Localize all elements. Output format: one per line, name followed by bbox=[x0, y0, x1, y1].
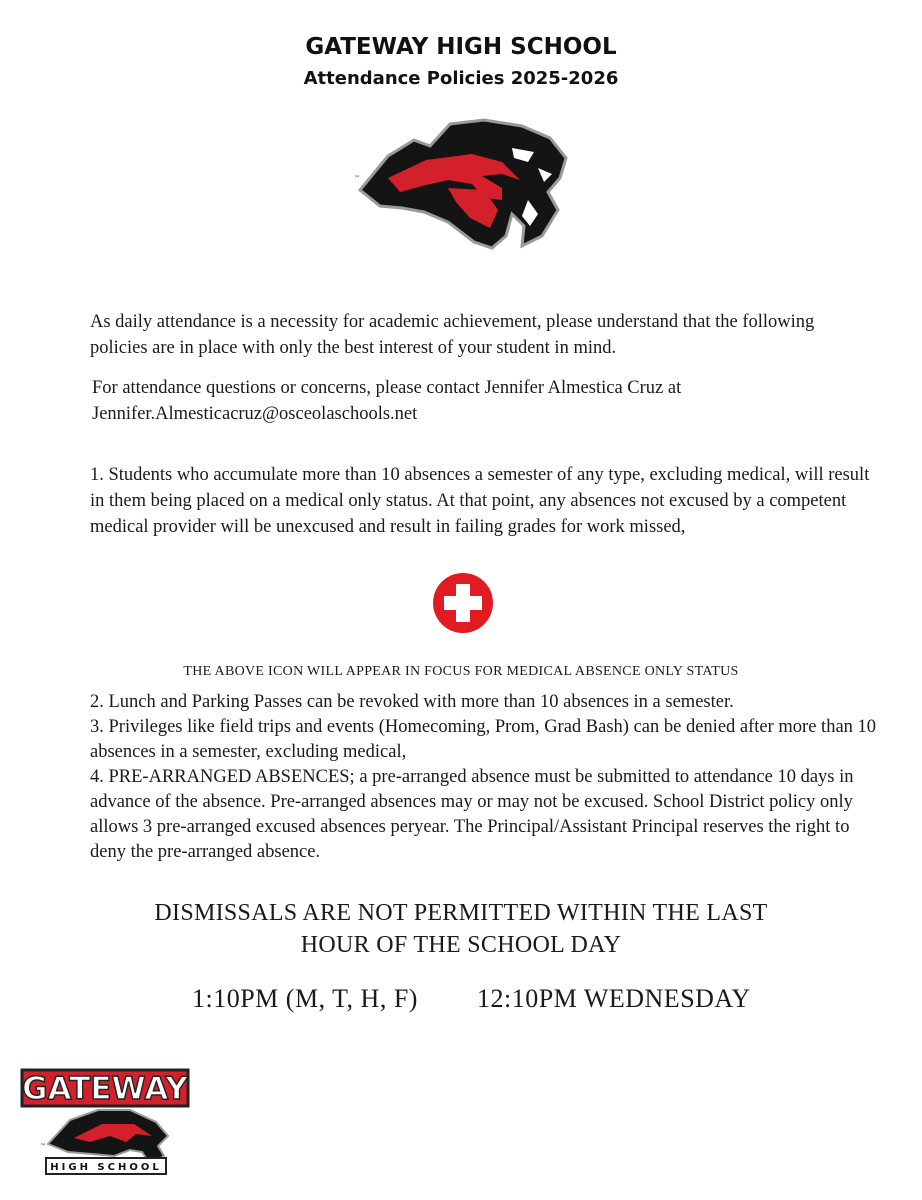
svg-text:™: ™ bbox=[354, 175, 360, 182]
intro-paragraph: As daily attendance is a necessity for academic achievement, please understand that the following policies are in place with only the best interest of your student in mind. bbox=[90, 312, 815, 358]
footer-logo-tm: ™ bbox=[40, 1143, 46, 1150]
page-title: GATEWAY HIGH SCHOOL bbox=[305, 34, 617, 60]
footer-logo-subtext: HIGH SCHOOL bbox=[50, 1162, 162, 1173]
dismissal-line-1: DISMISSALS ARE NOT PERMITTED WITHIN THE LAST bbox=[154, 900, 768, 926]
rules-list bbox=[90, 690, 890, 865]
footer-logo-name: GATEWAY bbox=[22, 1071, 188, 1107]
page-subtitle: Attendance Policies 2025-2026 bbox=[303, 68, 619, 89]
dismissal-line-2: HOUR OF THE SCHOOL DAY bbox=[300, 932, 622, 958]
rule-4: 4. PRE-ARRANGED ABSENCES; a pre-arranged absence must be submitted to attendance 10 days in advance of the absence. Pre-arranged absences may or may not be excused. School District policy only allows 3 pre-arranged excused absences peryear. The Principal/Assistant Principal reserves the right to deny the pre-arranged absence. bbox=[90, 767, 854, 862]
rule-2: 2. Lunch and Parking Passes can be revoked with more than 10 absences in a semester. bbox=[90, 692, 734, 712]
panther-logo bbox=[352, 118, 574, 253]
gateway-footer-logo bbox=[18, 1064, 193, 1176]
dismissal-time-wednesday: 12:10PM WEDNESDAY bbox=[477, 984, 751, 1013]
dismissal-notice bbox=[0, 897, 922, 961]
contact-text: For attendance questions or concerns, please contact Jennifer Almestica Cruz at bbox=[92, 378, 682, 398]
dismissal-time-regular: 1:10PM (M, T, H, F) bbox=[192, 984, 418, 1013]
rule-3: 3. Privileges like field trips and events (Homecoming, Prom, Grad Bash) can be denied after more than 10 absences in a semester, excluding medical, bbox=[90, 717, 877, 762]
medical-icon-caption: THE ABOVE ICON WILL APPEAR IN FOCUS FOR MEDICAL ABSENCE ONLY STATUS bbox=[183, 664, 739, 679]
contact-email: Jennifer.Almesticacruz@osceolaschools.net bbox=[92, 404, 418, 424]
rule-1: 1. Students who accumulate more than 10 absences a semester of any type, excluding medical, will result in them being placed on a medical only status. At that point, any absences not excused by a competent medical provider will be unexcused and result in failing grades for work missed, bbox=[90, 465, 870, 537]
contact-block bbox=[92, 375, 872, 427]
medical-cross-icon bbox=[432, 572, 494, 634]
